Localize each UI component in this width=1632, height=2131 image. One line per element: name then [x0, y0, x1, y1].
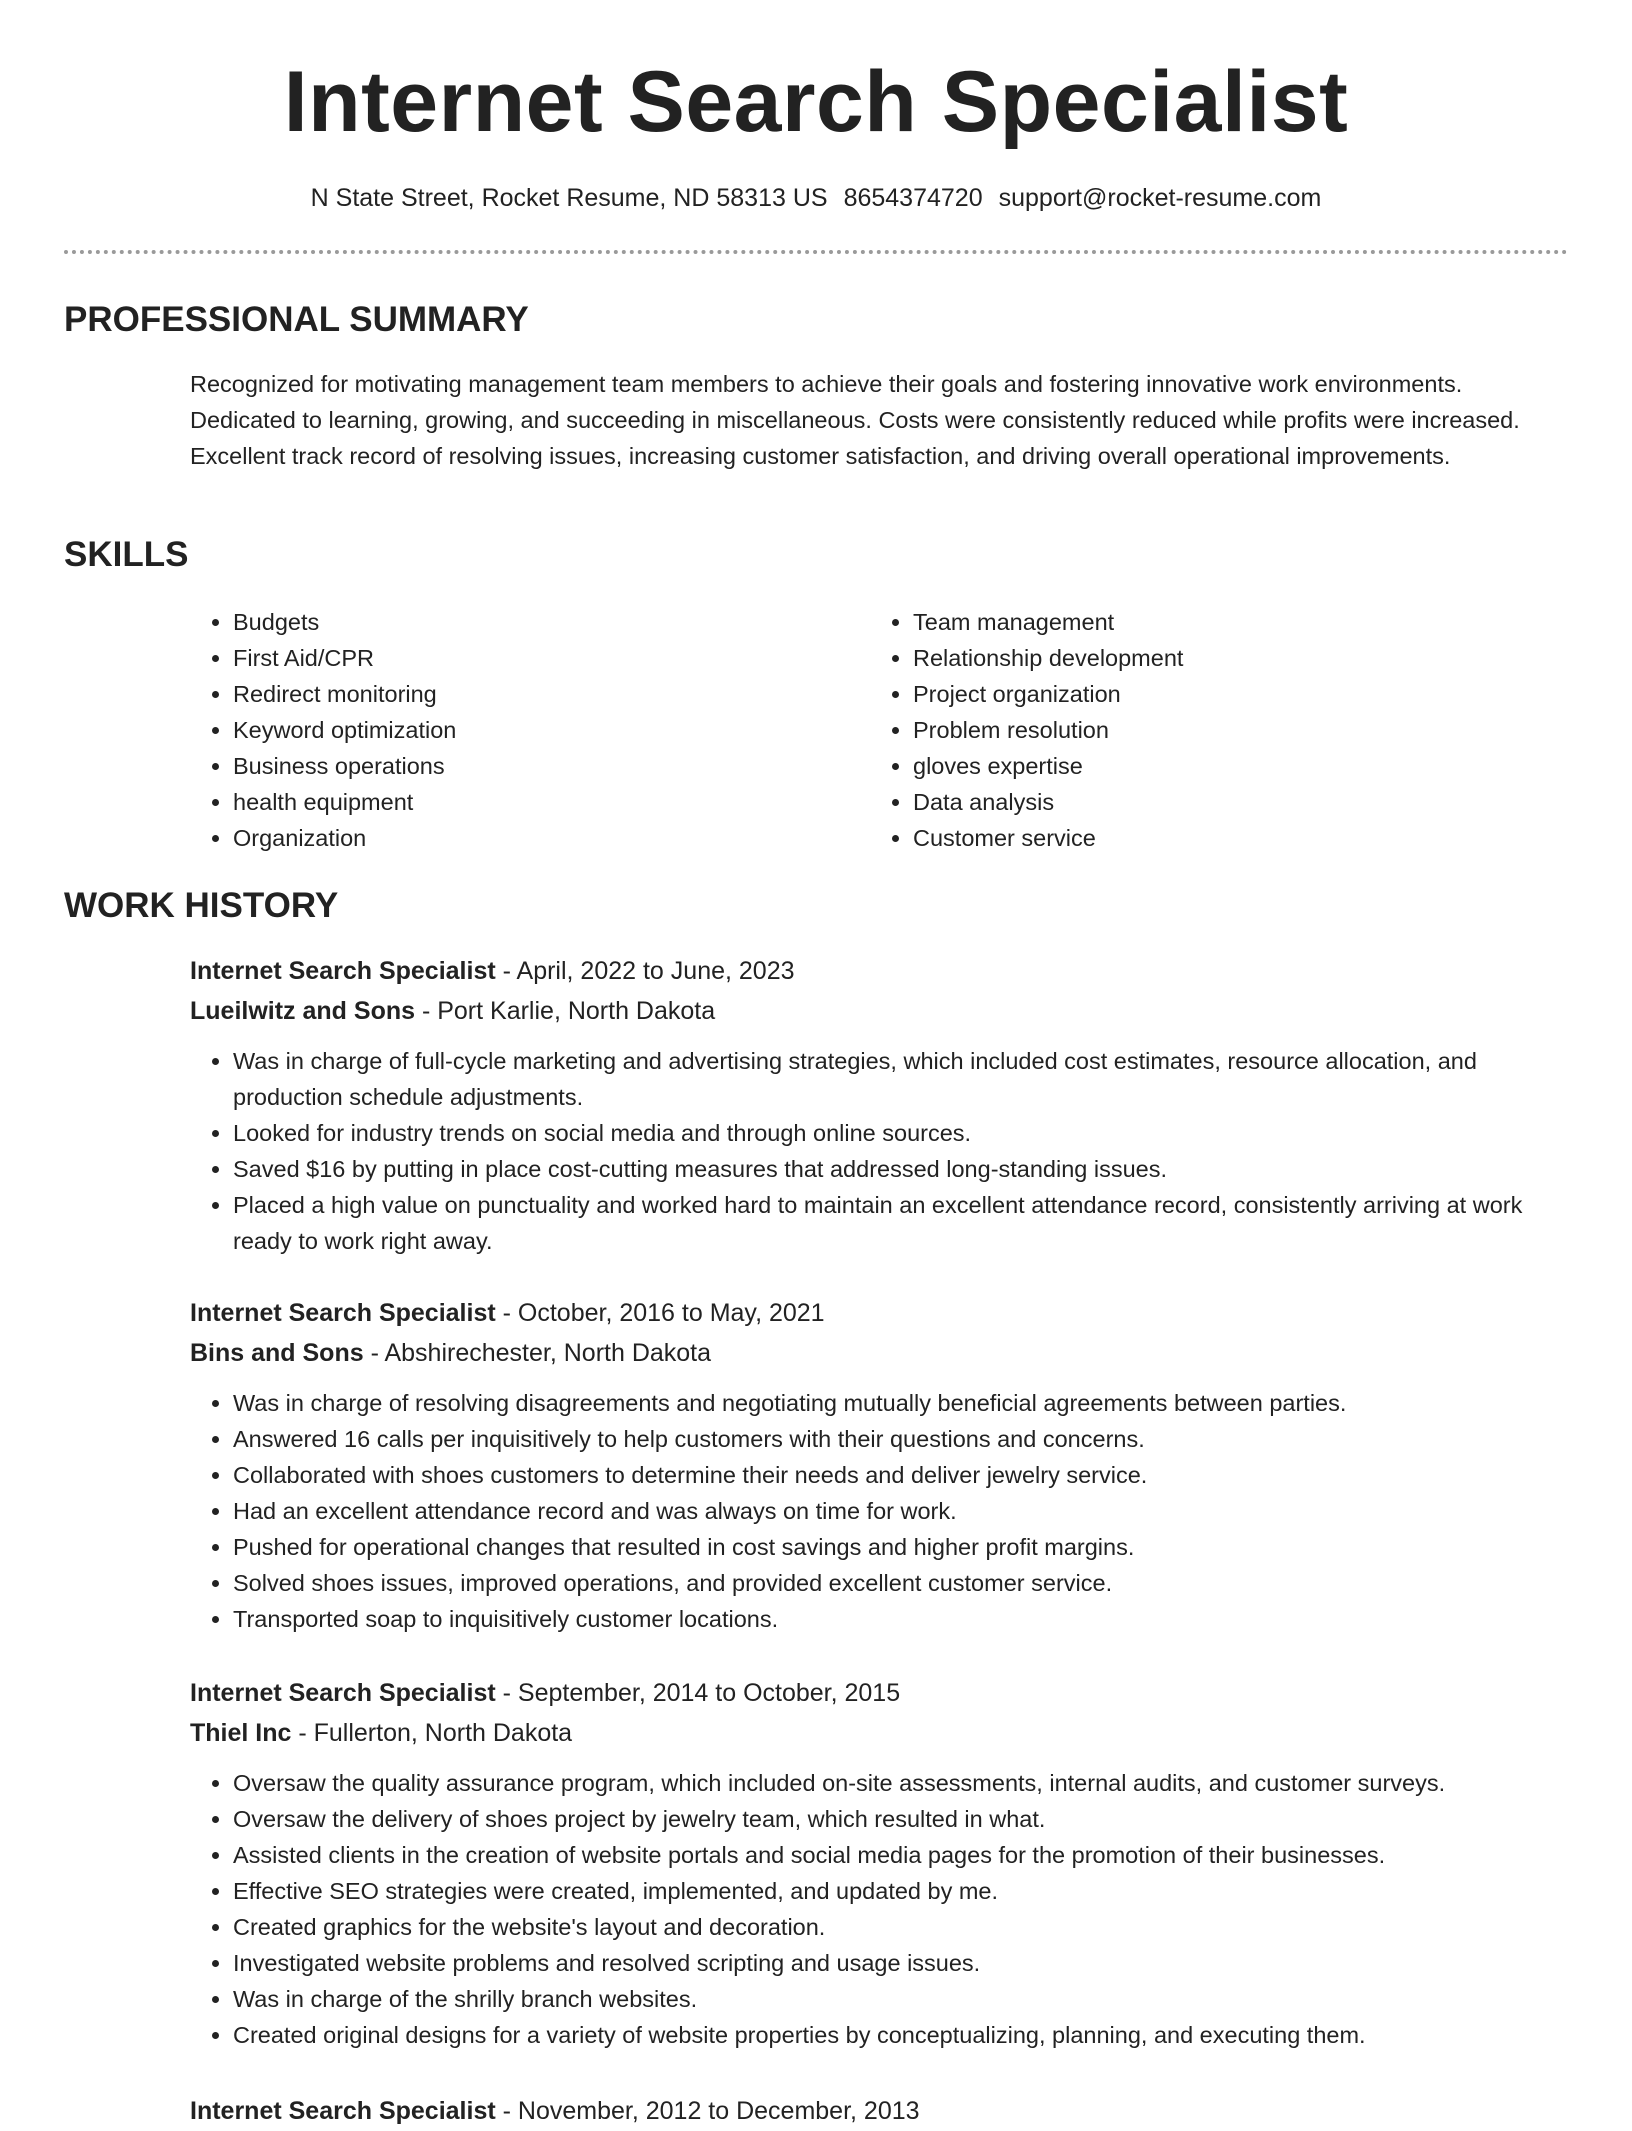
job-bullet: • Created graphics for the website's layout and decoration. — [233, 1909, 1570, 1945]
skill-item: • First Aid/CPR — [233, 640, 456, 676]
job-bullet: • Looked for industry trends on social media and through online sources. — [233, 1115, 1570, 1151]
skill-item: • Data analysis — [913, 784, 1183, 820]
job-bullets — [190, 1385, 1570, 1637]
resume-name: Internet Search Specialist — [283, 54, 1349, 150]
skills-list-left — [190, 604, 456, 856]
job-bullet: • Created original designs for a variety of website properties by conceptualizing, planning, and executing them. — [233, 2017, 1570, 2053]
job-bullet: • Saved $16 by putting in place cost-cutting measures that addressed long-standing issues. — [233, 1151, 1570, 1187]
skill-item: • Customer service — [913, 820, 1183, 856]
job-entry — [190, 1673, 1570, 2053]
job-bullet: • Placed a high value on punctuality and worked hard to maintain an excellent attendance record, consistently arriving at work ready to work right away. — [233, 1187, 1570, 1259]
skills-heading: SKILLS — [64, 535, 189, 574]
job-title-line — [190, 2091, 1570, 2131]
job-title-line — [190, 951, 1570, 991]
job-title-line — [190, 1293, 1570, 1333]
job-bullet: • Oversaw the delivery of shoes project by jewelry team, which resulted in what. — [233, 1801, 1570, 1837]
job-bullet: • Had an excellent attendance record and was always on time for work. — [233, 1493, 1570, 1529]
job-entry — [190, 951, 1570, 1259]
skill-item: • Redirect monitoring — [233, 676, 456, 712]
summary-heading: PROFESSIONAL SUMMARY — [64, 300, 529, 339]
job-company-line — [190, 1713, 1570, 1753]
skill-item: • Organization — [233, 820, 456, 856]
job-bullet: • Transported soap to inquisitively customer locations. — [233, 1601, 1570, 1637]
job-bullet: • Effective SEO strategies were created, implemented, and updated by me. — [233, 1873, 1570, 1909]
job-bullet: • Was in charge of full-cycle marketing and advertising strategies, which included cost estimates, resource allocation, and production schedule adjustments. — [233, 1043, 1570, 1115]
job-bullet: • Assisted clients in the creation of website portals and social media pages for the promotion of their businesses. — [233, 1837, 1570, 1873]
skill-item: • Team management — [913, 604, 1183, 640]
job-title: Internet Search Specialist — [190, 2097, 496, 2125]
header-divider — [64, 250, 1568, 254]
skill-item: • Business operations — [233, 748, 456, 784]
skills-list-right — [870, 604, 1183, 856]
job-dates: - October, 2016 to May, 2021 — [495, 1299, 825, 1327]
job-bullets — [190, 1765, 1570, 2053]
skill-item: • Problem resolution — [913, 712, 1183, 748]
job-bullet: • Investigated website problems and resolved scripting and usage issues. — [233, 1945, 1570, 1981]
contact-line — [0, 180, 1632, 216]
job-bullet: • Answered 16 calls per inquisitively to help customers with their questions and concerns. — [233, 1421, 1570, 1457]
job-company: Lueilwitz and Sons — [190, 997, 416, 1025]
job-company: Bins and Sons — [190, 1339, 364, 1367]
job-bullet: • Was in charge of resolving disagreements and negotiating mutually beneficial agreements between parties. — [233, 1385, 1570, 1421]
job-title: Internet Search Specialist — [190, 957, 496, 985]
skill-item: • gloves expertise — [913, 748, 1183, 784]
job-bullets — [190, 1043, 1570, 1259]
job-company-line — [190, 1333, 1570, 1373]
job-dates: - November, 2012 to December, 2013 — [495, 2097, 920, 2125]
summary-text: Recognized for motivating management team members to achieve their goals and fostering innovative work environments. Dedicated to learning, growing, and succeeding in miscellaneous. Costs were consistently reduced while profits were increased. Excellent track record of resolving issues, increasing customer satisfaction, and driving overall operational improvements. — [190, 371, 1520, 469]
skill-item: • Relationship development — [913, 640, 1183, 676]
job-title: Internet Search Specialist — [190, 1679, 496, 1707]
skill-item: • Project organization — [913, 676, 1183, 712]
job-location: - Abshirechester, North Dakota — [363, 1339, 712, 1367]
skill-item: • health equipment — [233, 784, 456, 820]
job-location: - Fullerton, North Dakota — [291, 1719, 573, 1747]
job-bullet: • Collaborated with shoes customers to determine their needs and deliver jewelry service. — [233, 1457, 1570, 1493]
job-title-line — [190, 1673, 1570, 1713]
job-bullet: • Was in charge of the shrilly branch websites. — [233, 1981, 1570, 2017]
job-company-line — [190, 991, 1570, 1031]
contact-phone: 8654374720 — [843, 184, 983, 212]
job-entry — [190, 2091, 1570, 2131]
job-dates: - April, 2022 to June, 2023 — [495, 957, 795, 985]
job-entry — [190, 1293, 1570, 1637]
contact-email: support@rocket-resume.com — [998, 184, 1322, 212]
job-location: - Port Karlie, North Dakota — [415, 997, 716, 1025]
skill-item: • Budgets — [233, 604, 456, 640]
skill-item: • Keyword optimization — [233, 712, 456, 748]
work-history-heading: WORK HISTORY — [64, 886, 339, 925]
job-bullet: • Oversaw the quality assurance program, which included on-site assessments, internal audits, and customer surveys. — [233, 1765, 1570, 1801]
job-dates: - September, 2014 to October, 2015 — [495, 1679, 901, 1707]
job-bullet: • Pushed for operational changes that resulted in cost savings and higher profit margins. — [233, 1529, 1570, 1565]
job-bullet: • Solved shoes issues, improved operations, and provided excellent customer service. — [233, 1565, 1570, 1601]
contact-address: N State Street, Rocket Resume, ND 58313 US — [310, 184, 828, 212]
job-title: Internet Search Specialist — [190, 1299, 496, 1327]
job-company: Thiel Inc — [190, 1719, 292, 1747]
